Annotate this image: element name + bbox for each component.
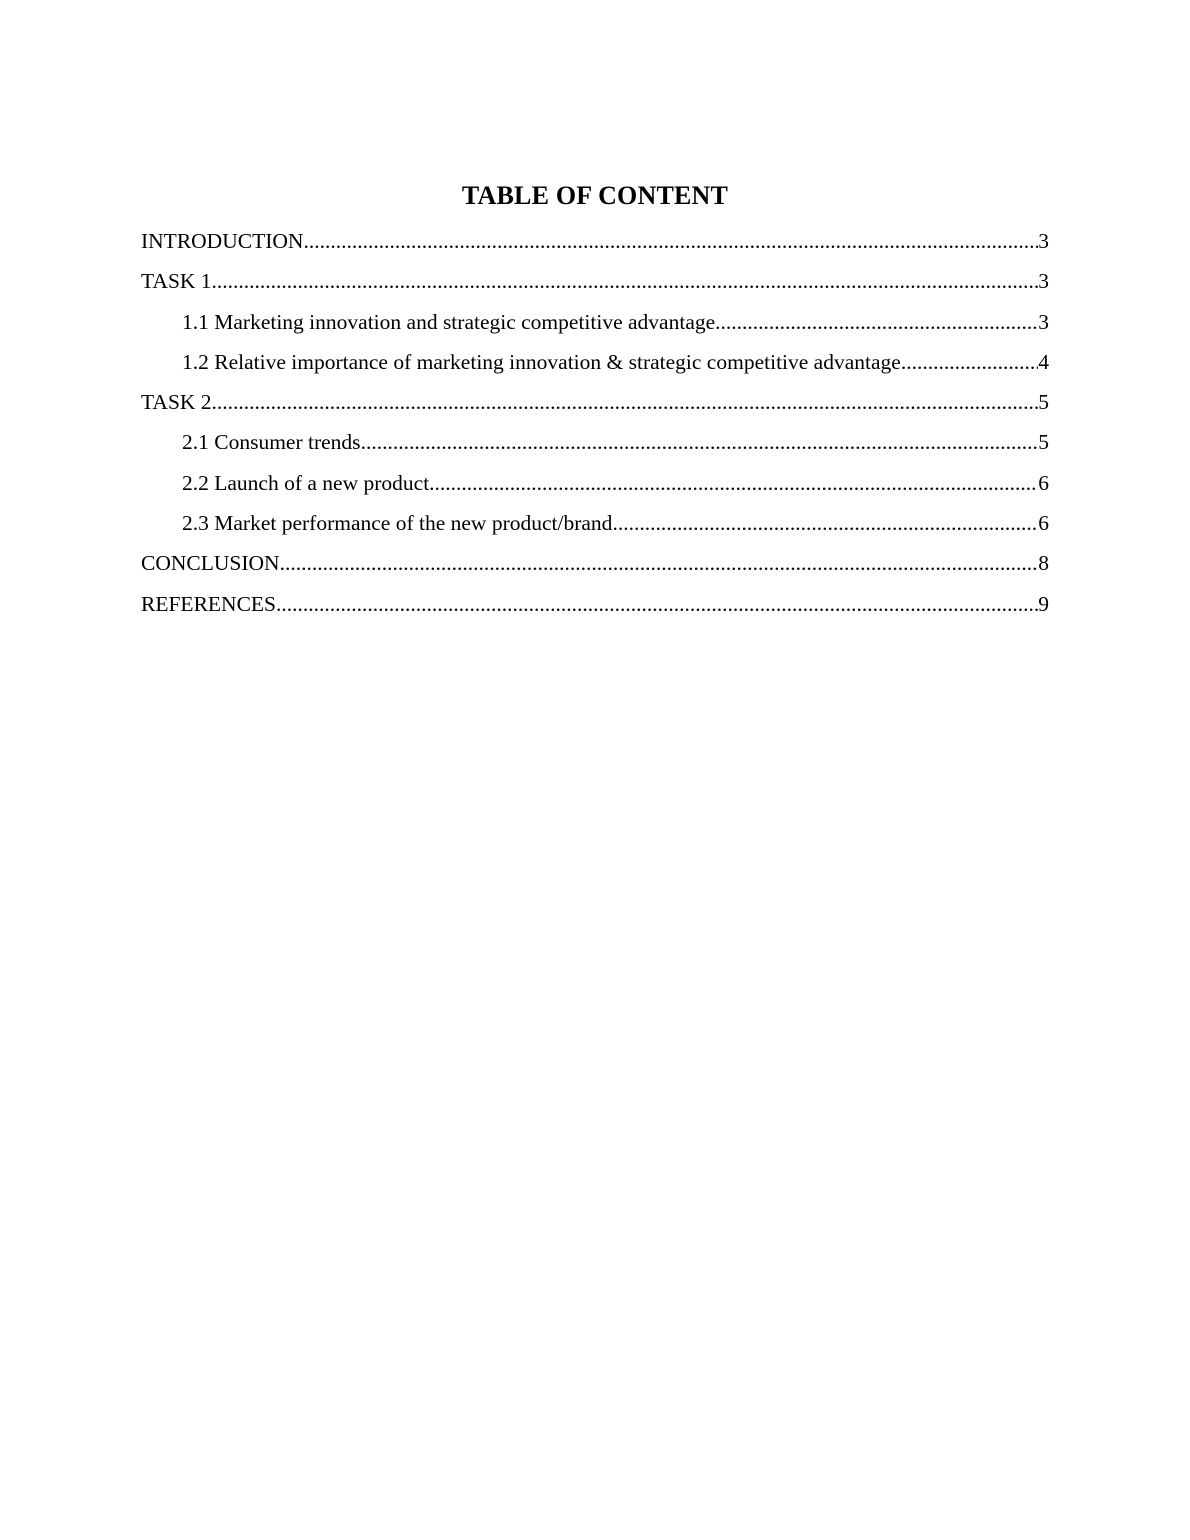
- toc-entry-task-2[interactable]: [141, 387, 1049, 427]
- table-of-contents: [141, 226, 1049, 629]
- dot-leader: [280, 548, 1039, 578]
- toc-entry-references[interactable]: [141, 589, 1049, 629]
- toc-entry-1-1[interactable]: [141, 307, 1049, 347]
- toc-entry-label: REFERENCES: [141, 591, 276, 616]
- toc-page-number: 5: [1038, 390, 1049, 415]
- toc-entry-label: 2.1 Consumer trends: [182, 430, 361, 455]
- toc-page-number: 4: [1038, 349, 1049, 374]
- dot-leader: [361, 427, 1039, 457]
- dot-leader: [612, 508, 1038, 538]
- toc-page-number: 5: [1038, 430, 1049, 455]
- dot-leader: [212, 266, 1039, 296]
- toc-entry-label: INTRODUCTION: [141, 229, 304, 253]
- toc-page-number: 3: [1038, 269, 1049, 294]
- toc-entry-label: 2.2 Launch of a new product: [182, 470, 430, 495]
- toc-page-number: 3: [1038, 309, 1049, 334]
- dot-leader: [901, 347, 1038, 377]
- toc-entry-1-2[interactable]: [141, 347, 1049, 387]
- dot-leader: [276, 589, 1038, 619]
- dot-leader: [715, 307, 1038, 337]
- toc-entry-label: 2.3 Market performance of the new product/brand: [182, 511, 613, 536]
- toc-entry-label: 1.1 Marketing innovation and strategic competitive advantage: [182, 309, 716, 334]
- toc-entry-label: TASK 1: [141, 269, 212, 294]
- toc-page-number: 6: [1038, 511, 1049, 536]
- toc-entry-introduction[interactable]: [141, 226, 1049, 266]
- toc-title: TABLE OF CONTENT: [461, 181, 729, 210]
- toc-entry-conclusion[interactable]: [141, 548, 1049, 588]
- toc-entry-label: CONCLUSION: [141, 551, 280, 576]
- toc-page-number: 8: [1038, 551, 1049, 576]
- dot-leader: [429, 468, 1038, 498]
- dot-leader: [303, 226, 1038, 256]
- toc-entry-2-1[interactable]: [141, 427, 1049, 467]
- dot-leader: [212, 387, 1039, 417]
- toc-page-number: 3: [1038, 229, 1049, 253]
- toc-page-number: 6: [1038, 470, 1049, 495]
- toc-page-number: 9: [1038, 591, 1049, 616]
- toc-entry-2-2[interactable]: [141, 468, 1049, 508]
- toc-entry-task-1[interactable]: [141, 266, 1049, 306]
- toc-entry-label: 1.2 Relative importance of marketing innovation & strategic competitive advantage: [182, 349, 901, 374]
- toc-entry-label: TASK 2: [141, 390, 212, 415]
- toc-entry-2-3[interactable]: [141, 508, 1049, 548]
